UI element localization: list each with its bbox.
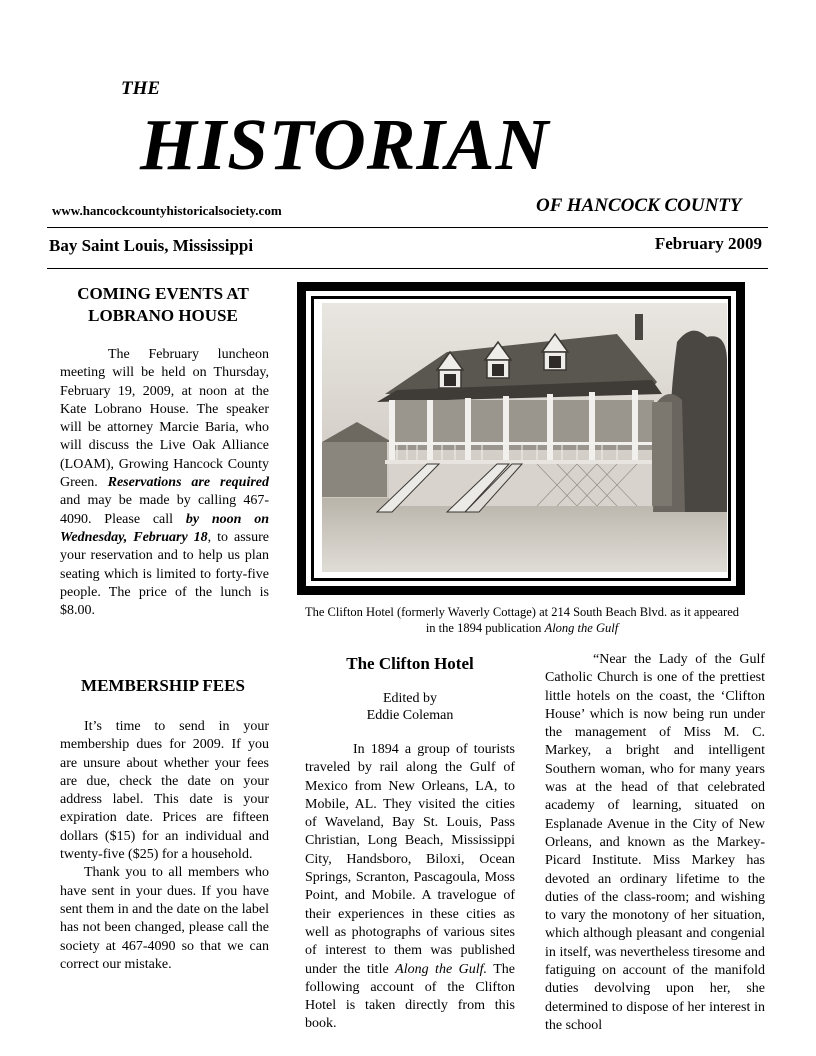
article-editor: Eddie Coleman <box>366 708 454 723</box>
events-heading-line1: COMING EVENTS AT <box>77 284 249 303</box>
events-body <box>60 346 269 620</box>
masthead-rule-top <box>47 227 768 228</box>
photo-caption-publication: Along the Gulf <box>544 621 619 635</box>
location-label: Bay Saint Louis, Mississippi <box>49 236 254 255</box>
events-reservations-required: Reservations are required <box>107 475 269 491</box>
article-col1-text-a: In 1894 a group of tourists traveled by rail along the Gulf of Mexico from New Orleans, LA, to Mobile, AL. They visited the cities of Waveland, Bay St. Louis, Pass Christian, Long Beach, Mississippi City, Handsboro, Biloxi, Ocean Springs, Scranton, Pascagoula, Moss Point, and Mobile. A travelogue of their experiences in these cities as well as photographs of various sites of interest to them was published under the title <box>305 742 515 977</box>
article-column-1 <box>305 741 515 1034</box>
masthead-subtitle: OF HANCOCK COUNTY <box>536 195 742 216</box>
article-byline <box>305 690 515 724</box>
article-edited-by: Edited by <box>382 691 438 706</box>
masthead-the: THE <box>121 78 161 99</box>
photo-caption-text: The Clifton Hotel (formerly Waverly Cottage) at 214 South Beach Blvd. as it appeared in the 1894 publication <box>304 605 740 635</box>
photo-frame <box>297 282 745 595</box>
events-text-a: The February luncheon meeting will be held on Thursday, February 19, 2009, at noon at the Kate Lobrano House. The speaker will be attorney Marcie Baria, who will discuss the Live Oak Alliance (LOAM), Growing Hancock County Green. <box>60 347 269 491</box>
events-text-c: and may be made by calling 467-4090. Please call <box>60 493 269 527</box>
hotel-photo <box>297 282 745 595</box>
membership-heading: MEMBERSHIP FEES <box>81 676 245 695</box>
events-heading-line2: LOBRANO HOUSE <box>88 306 238 325</box>
membership-body <box>60 718 269 974</box>
photo-caption <box>300 604 744 636</box>
masthead-title: HISTORIAN <box>140 104 550 185</box>
masthead-rule-bottom <box>47 268 768 269</box>
article-title: The Clifton Hotel <box>346 654 474 673</box>
events-text-e: , to assure your reservation and to help us plan seating which is limited to forty-five people. The price of the lunch is $8.00. <box>60 529 269 619</box>
membership-paragraph-2: Thank you to all members who have sent in your dues. If you have sent them in and the date on the label has not been changed, please call the society at 467-4090 so that we can correct our mistake. <box>60 865 269 972</box>
membership-paragraph-1: It’s time to send in your membership dues for 2009. If you are unsure about whether your fees are due, check the date on your address label. This date is your expiration date. Prices are fifteen dollars ($15) for an individual and twenty-five ($25) for a household. <box>60 719 269 863</box>
article-col1-text-c: The following account of the Clifton Hotel is taken directly from this book. <box>305 961 516 1032</box>
article-column-2 <box>545 651 765 1035</box>
events-heading <box>50 283 276 327</box>
issue-date: February 2009 <box>654 234 762 253</box>
events-deadline: by noon on Wednesday, February 18 <box>60 511 269 545</box>
article-col2-text: “Near the Lady of the Gulf Catholic Church is one of the prettiest little hotels on the coast, the ‘Clifton House’ which is now being run under the management of Miss M. C. Markey, a bright and intelligent Southern woman, who for many years was at the head of that celebrated academy of learning, situated on Esplanade Avenue in the City of New Orleans, and known as the Markey-Picard Institute. Miss Markey has devoted an ordinary lifetime to the duties of the class-room; and wishing to vary the monotony of her situation, which although pleasant and congenial in itself, was nevertheless tiresome and fatiguing on account of the manifold duties devolving upon her, she determined to dispose of her interest in the school <box>545 652 765 1033</box>
website-url[interactable]: www.hancockcountyhistoricalsociety.com <box>52 203 282 218</box>
article-col1-publication: Along the Gulf. <box>395 961 488 977</box>
